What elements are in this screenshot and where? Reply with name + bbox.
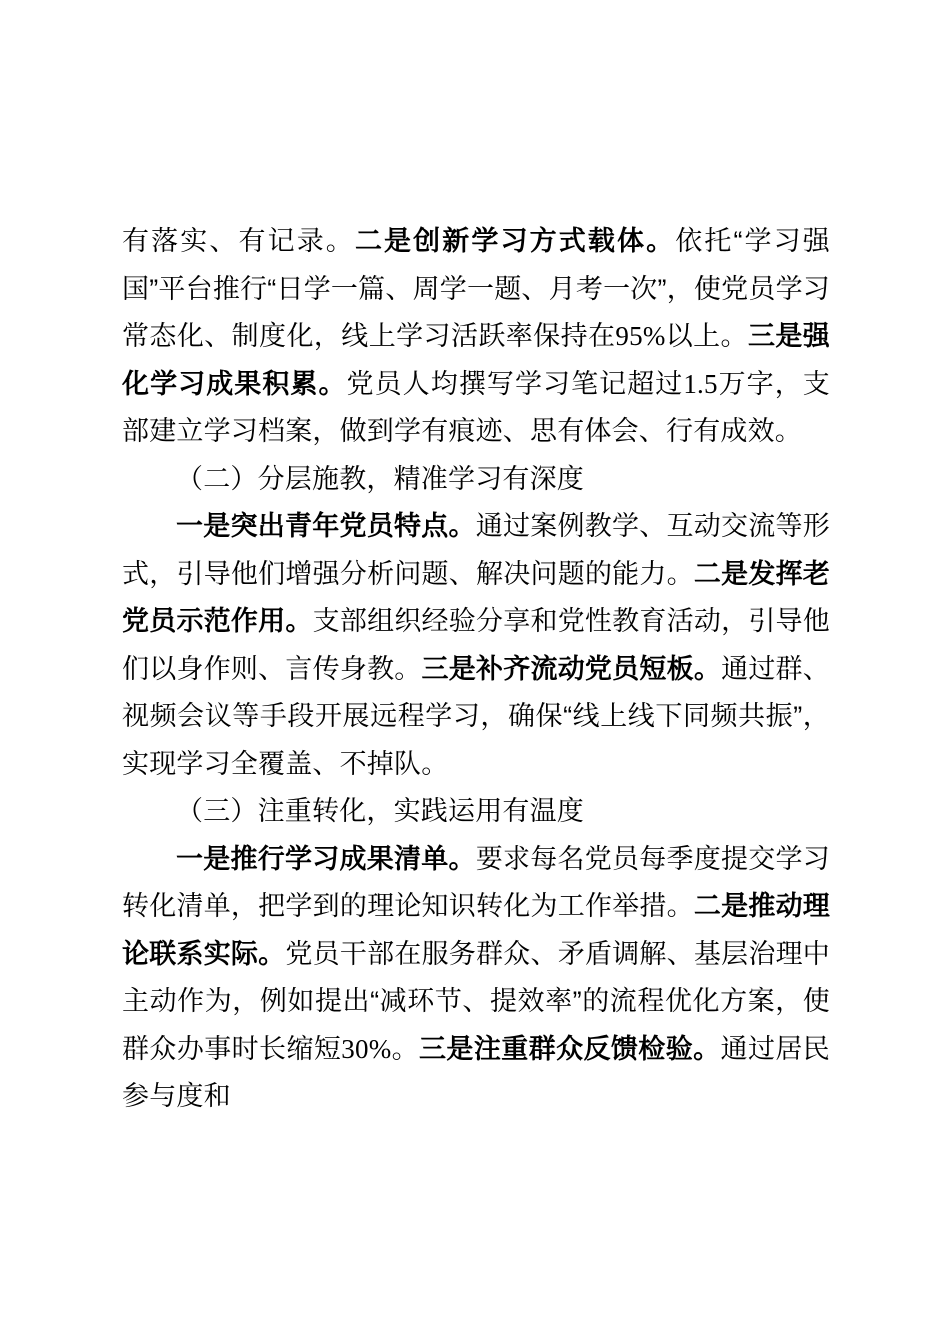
body-paragraph bbox=[122, 836, 830, 1121]
body-paragraph bbox=[122, 503, 830, 788]
bold-text-run: 三是补齐流动党员短板。 bbox=[421, 653, 722, 684]
text-run: 依托“学习强国”平台推行“日学一篇、周学一题、月考一次”，使党员学习常态化、制度化，线上学习活跃率保持在95%以上。 bbox=[122, 226, 830, 351]
bold-text-run: 二是发挥老党员示范作用。 bbox=[122, 558, 831, 636]
document-body bbox=[122, 218, 830, 1121]
text-run: 支部组织经验分享和党性教育活动，引导他们以身作则、言传身教。 bbox=[122, 606, 830, 684]
text-run: 要求每名党员每季度提交学习转化清单，把学到的理论知识转化为工作举措。 bbox=[122, 843, 831, 921]
bold-text-run: 三是强化学习成果积累。 bbox=[122, 321, 830, 399]
text-run: 有落实、有记录。 bbox=[122, 226, 355, 256]
bold-text-run: 三是注重群众反馈检验。 bbox=[419, 1033, 721, 1064]
bold-text-run: 二是创新学习方式载体。 bbox=[354, 226, 676, 256]
section-heading bbox=[122, 788, 830, 836]
text-run: 通过群、视频会议等手段开展远程学习，确保“线上线下同频共振”，实现学习全覆盖、不掉队。 bbox=[122, 653, 830, 779]
text-run: （三）注重转化，实践运用有温度 bbox=[176, 796, 584, 826]
text-run: 党员干部在服务群众、矛盾调解、基层治理中主动作为，例如提出“减环节、提效率”的流程优化方案，使群众办事时长缩短30%。 bbox=[122, 938, 831, 1064]
bold-text-run: 一是突出青年党员特点。 bbox=[176, 511, 476, 541]
body-paragraph bbox=[122, 218, 830, 456]
text-run: 通过居民参与度和 bbox=[122, 1033, 830, 1111]
numeric-text: 1.5 bbox=[683, 368, 718, 399]
bold-text-run: 二是推动理论联系实际。 bbox=[122, 891, 831, 969]
text-run: （二）分层施教，精准学习有深度 bbox=[176, 463, 584, 494]
numeric-text: 30% bbox=[341, 1033, 392, 1064]
text-run: 党员人均撰写学习笔记超过1.5万字，支部建立学习档案，做到学有痕迹、思有体会、行有成效。 bbox=[122, 368, 830, 446]
text-run: 通过案例教学、互动交流等形式，引导他们增强分析问题、解决问题的能力。 bbox=[122, 511, 831, 589]
section-heading bbox=[122, 456, 830, 504]
bold-text-run: 一是推行学习成果清单。 bbox=[176, 843, 476, 874]
numeric-text: 95% bbox=[615, 321, 666, 351]
